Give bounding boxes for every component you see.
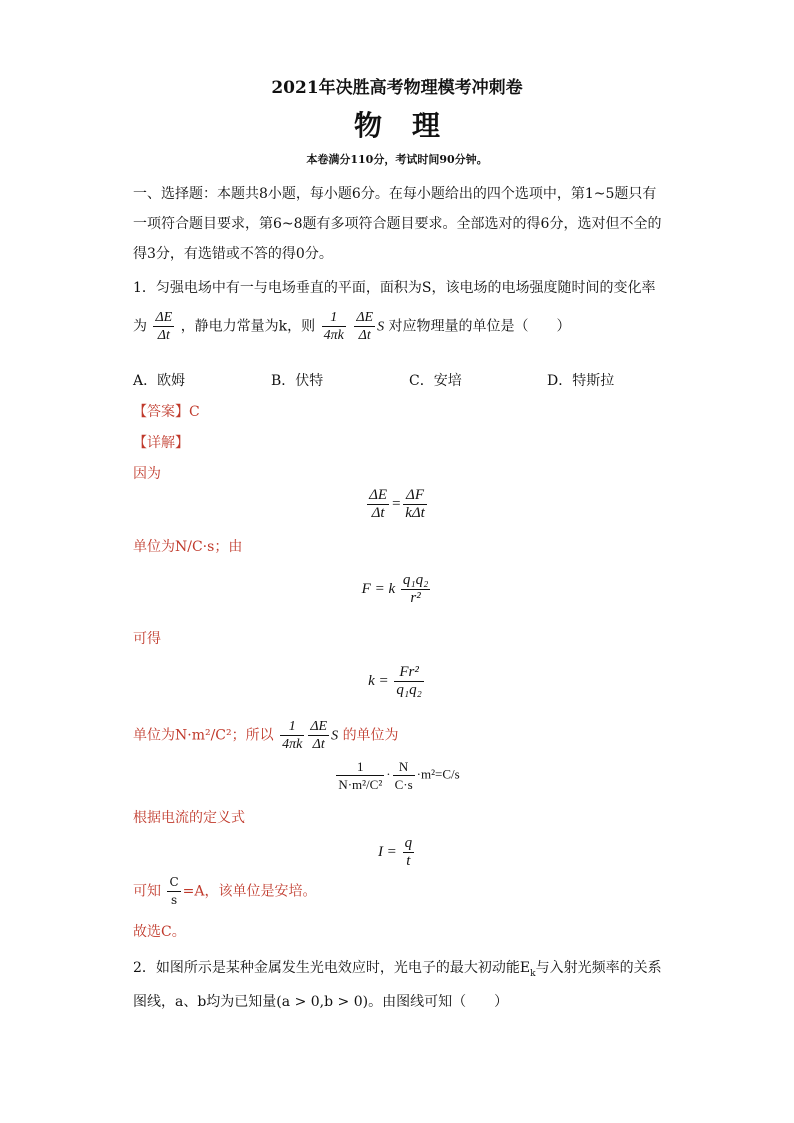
fraction-numerator: q [404,835,413,851]
fraction-denominator: kΔt [405,505,425,521]
q2-stem-line-2: 图线，a、b均为已知量(a > 0,b > 0)。由图线可知（ ） [133,994,509,1010]
q2-stem-line-1 [133,957,662,979]
equation-4: $\frac{1}{\text{N·m²/C²}}$ · $\frac{N}{C\cdot s}$ ·m²=C/s [338,759,460,792]
conclusion-suffix: =A，该单位是安培。 [182,883,317,900]
fraction-denominator: 4πk [282,737,303,752]
symbol-S: S [377,319,385,335]
answer-label: 【答案】C [133,404,200,420]
fraction-fr2-q1q2 [394,664,423,699]
q2-stem-text: 2．如图所示是某种金属发生光电效应时，光电子的最大初动能E [133,960,531,976]
unit-text-2-prefix: 单位为N·m²/C²；所以 [133,727,274,744]
fraction-q-over-t [403,835,415,870]
fraction-numerator: ΔF [403,487,427,505]
fraction-dE-dt [308,718,329,753]
equation-5-lhs: I = [377,843,397,860]
equation-2 [0,572,794,607]
section-instruction-line-3: 得3分，有选错或不答的得0分。 [133,246,333,262]
conclusion-prefix: 可知 [133,883,161,900]
fraction-denominator: Δt [371,505,385,521]
fraction-denominator: Δt [358,328,371,343]
symbol-S: S [331,728,339,744]
subject-heading: 物理 [353,109,470,142]
q1-stem-middle: ，静电力常量为k，则 [180,318,316,335]
fraction-denominator: C·s [394,777,413,792]
fraction-numerator: ΔE [310,719,328,734]
fraction-dE-dt [153,309,174,344]
exam-note: 本卷满分110分，考试时间90分钟。 [306,153,488,166]
can-get-text: 可得 [133,631,161,647]
fraction-n-over-cs [393,758,415,793]
fraction-one-over-unit [336,758,384,793]
q1-stem-line-1: 1．匀强电场中有一与电场垂直的平面，面积为S，该电场的电场强度随时间的变化率 [133,280,656,296]
q1-stem-prefix: 为 [133,318,147,335]
equation-2-lhs: F = k [361,580,396,597]
option-d: D．特斯拉 [547,373,615,389]
option-b: B．伏特 [271,373,324,389]
section-instruction-line-1: 一、选择题：本题共8小题，每小题6分。在每小题给出的四个选项中，第1~5题只有 [133,186,657,202]
fraction-denominator: q₁q₂ [396,682,422,698]
fraction-dE-dt [367,487,389,522]
detail-label: 【详解】 [133,435,189,451]
fraction-denominator: Δt [157,328,170,343]
fraction-numerator: C [167,874,180,892]
fraction-denominator: 4πk [323,328,344,343]
fraction-one-over-4pik [280,718,304,753]
fraction-q1q2-r2 [401,572,430,607]
fraction-c-over-s [167,874,180,909]
q1-stem-suffix: 对应物理量的单位是（ ） [388,318,571,335]
option-c: C．安培 [409,373,462,389]
equation-3-lhs: k = [368,672,389,689]
fraction-dE-dt [354,309,375,344]
equation-5 [0,835,794,870]
choose-text: 故选C。 [133,924,186,940]
fraction-numerator: Fr² [394,664,423,682]
unit-text-1: 单位为N/C·s；由 [133,539,243,555]
fraction-one-over-4pik [322,309,346,344]
fraction-numerator: N [393,758,415,776]
current-definition-text: 根据电流的定义式 [133,810,245,826]
unit-text-2-suffix: 的单位为 [342,727,399,744]
fraction-denominator: t [406,853,411,869]
fraction-numerator: 1 [280,718,304,736]
unit-text-2 [133,718,399,753]
q2-stem-suffix: 与入射光频率的关系 [535,960,662,976]
q2-stem-subscript: k [530,968,536,979]
section-instruction-line-2: 一项符合题目要求，第6~8题有多项符合题目要求。全部选对的得6分，选对但不全的 [133,216,662,232]
fraction-numerator: 1 [336,758,384,776]
because-text: 因为 [133,466,161,482]
equation-3 [0,664,794,699]
fraction-numerator: q₁q₂ [402,572,429,588]
equation-1: $\frac{\Delta E}{\Delta t}$ = $\frac{\Delta F}{\text{kΔt}}$ [369,487,425,521]
fraction-numerator: ΔE [369,487,388,503]
fraction-denominator: s [170,893,178,907]
equation-4-tail: ·m²=C/s [416,766,460,782]
fraction-numerator: ΔE [155,310,173,325]
fraction-dF-kdt [403,487,427,522]
paper-title: 2021年决胜高考物理模考冲刺卷 [271,78,523,98]
fraction-denominator: Δt [312,737,325,752]
q1-stem-line-2 [133,309,571,344]
fraction-numerator: ΔE [356,310,374,325]
fraction-numerator: 1 [322,309,346,327]
fraction-denominator: r² [410,590,421,606]
option-a: A．欧姆 [133,373,186,389]
fraction-denominator: N·m²/C² [338,777,383,792]
conclusion-text [133,874,316,909]
